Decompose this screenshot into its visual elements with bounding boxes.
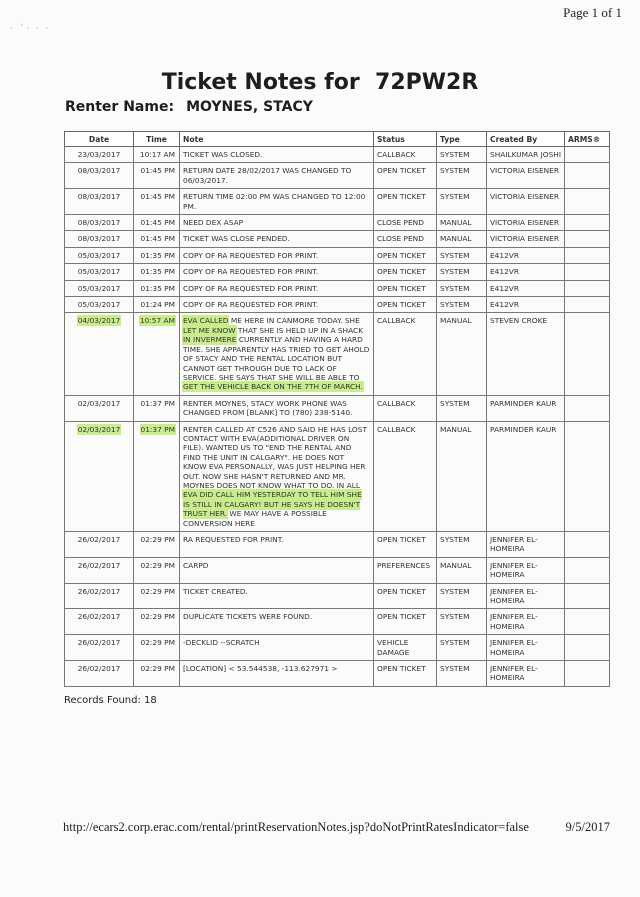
table-row xyxy=(65,280,610,296)
cell-created-by-text: VICTORIA EISENER xyxy=(490,166,559,176)
cell-note-text: COPY OF RA REQUESTED FOR PRINT. xyxy=(183,300,319,310)
cell-date xyxy=(65,297,134,313)
table-row xyxy=(65,231,610,247)
cell-date-text: 08/03/2017 xyxy=(77,166,121,176)
cell-date-text: 26/02/2017 xyxy=(77,664,121,674)
cell-status xyxy=(374,297,437,313)
cell-arms xyxy=(565,297,610,313)
cell-time-text: 10:57 AM xyxy=(139,316,175,326)
cell-note-text: COPY OF RA REQUESTED FOR PRINT. xyxy=(183,283,319,293)
cell-type xyxy=(437,609,487,635)
cell-time-text: 01:35 PM xyxy=(140,283,175,293)
cell-note-text: RETURN DATE 28/02/2017 WAS CHANGED TO 06/03/2017. xyxy=(183,166,352,185)
cell-status-text: OPEN TICKET xyxy=(377,283,426,293)
cell-note-text: -DECKLID --SCRATCH xyxy=(183,638,260,648)
cell-status-text: OPEN TICKET xyxy=(377,664,426,674)
col-header-time: Time xyxy=(134,132,180,147)
cell-type xyxy=(437,163,487,189)
cell-time-text: 01:35 PM xyxy=(140,250,175,260)
cell-status-text: OPEN TICKET xyxy=(377,586,426,596)
cell-note-text: NEED DEX ASAP xyxy=(183,218,244,228)
cell-created-by-text: STEVEN CROKE xyxy=(490,316,548,326)
cell-status xyxy=(374,635,437,661)
cell-status-text: OPEN TICKET xyxy=(377,250,426,260)
highlight-mark: GET THE VEHICLE BACK ON THE 7TH OF MARCH. xyxy=(183,382,363,392)
cell-created-by xyxy=(487,264,565,280)
cell-status xyxy=(374,313,437,395)
cell-type-text: SYSTEM xyxy=(440,283,470,293)
cell-type xyxy=(437,557,487,583)
cell-date-text: 05/03/2017 xyxy=(77,267,121,277)
cell-type-text: SYSTEM xyxy=(440,612,470,622)
cell-type xyxy=(437,231,487,247)
page-number: Page 1 of 1 xyxy=(563,5,622,20)
cell-time-text: 01:45 PM xyxy=(140,192,175,202)
cell-created-by xyxy=(487,147,565,163)
cell-time-text: 01:35 PM xyxy=(140,267,175,277)
table-row xyxy=(65,421,610,531)
cell-status xyxy=(374,189,437,215)
ticket-id: 72PW2R xyxy=(375,70,479,95)
cell-status xyxy=(374,147,437,163)
cell-type-text: MANUAL xyxy=(440,560,472,570)
cell-date xyxy=(65,313,134,395)
cell-type-text: SYSTEM xyxy=(440,166,470,176)
cell-arms xyxy=(565,421,610,531)
cell-date xyxy=(65,189,134,215)
table-row xyxy=(65,147,610,163)
cell-type-text: MANUAL xyxy=(440,424,472,434)
cell-note xyxy=(180,661,374,687)
cell-created-by xyxy=(487,532,565,558)
page-title xyxy=(0,70,640,95)
cell-status-text: OPEN TICKET xyxy=(377,166,426,176)
cell-time xyxy=(134,557,180,583)
cell-note-text: TICKET CREATED. xyxy=(183,586,248,596)
cell-time xyxy=(134,231,180,247)
cell-arms xyxy=(565,247,610,263)
cell-type xyxy=(437,395,487,421)
col-header-type: Type xyxy=(437,132,487,147)
highlight-mark: EVA DID CALL HIM YESTERDAY TO TELL HIM SHE IS STILL IN CALGARY! BUT HE SAYS HE DOESN'T TRUST HER. xyxy=(183,490,362,519)
cell-created-by-text: JENNIFER EL-HOMEIRA xyxy=(490,535,538,554)
cell-time-text: 01:45 PM xyxy=(140,166,175,176)
cell-created-by-text: PARMINDER KAUR xyxy=(490,398,557,408)
cell-time xyxy=(134,297,180,313)
cell-created-by xyxy=(487,280,565,296)
cell-time-text: 02:29 PM xyxy=(140,586,175,596)
cell-date-text: 02/03/2017 xyxy=(77,424,121,434)
table-row xyxy=(65,264,610,280)
cell-arms xyxy=(565,609,610,635)
table-row xyxy=(65,557,610,583)
cell-note xyxy=(180,247,374,263)
cell-status xyxy=(374,215,437,231)
cell-note-text: RENTER MOYNES, STACY WORK PHONE WAS CHANGED FROM [BLANK] TO (780) 238-5140. xyxy=(183,398,353,418)
cell-created-by xyxy=(487,297,565,313)
records-found: Records Found: 18 xyxy=(64,695,157,706)
cell-time xyxy=(134,147,180,163)
cell-note-text: TICKET WAS CLOSED. xyxy=(183,150,263,159)
cell-note xyxy=(180,189,374,215)
cell-time xyxy=(134,395,180,421)
cell-time xyxy=(134,609,180,635)
cell-status xyxy=(374,583,437,609)
table-row xyxy=(65,215,610,231)
cell-arms xyxy=(565,231,610,247)
cell-date xyxy=(65,557,134,583)
cell-date-text: 26/02/2017 xyxy=(77,638,121,648)
cell-status-text: CALLBACK xyxy=(377,424,416,434)
cell-time-text: 01:24 PM xyxy=(140,300,175,310)
cell-arms xyxy=(565,635,610,661)
cell-time xyxy=(134,661,180,687)
table-row xyxy=(65,583,610,609)
cell-created-by-text: E412VR xyxy=(490,300,519,310)
cell-type-text: SYSTEM xyxy=(440,398,470,408)
cell-time-text: 01:45 PM xyxy=(140,218,175,228)
cell-status-text: OPEN TICKET xyxy=(377,267,426,277)
cell-status xyxy=(374,661,437,687)
cell-status xyxy=(374,421,437,531)
cell-status-text: OPEN TICKET xyxy=(377,612,426,622)
cell-status xyxy=(374,395,437,421)
cell-type-text: SYSTEM xyxy=(440,267,470,277)
cell-created-by-text: VICTORIA EISENER xyxy=(490,192,559,202)
cell-date-text: 26/02/2017 xyxy=(77,560,121,570)
cell-type xyxy=(437,635,487,661)
footer-date: 9/5/2017 xyxy=(565,820,610,834)
cell-status xyxy=(374,264,437,280)
cell-note xyxy=(180,635,374,661)
cell-arms xyxy=(565,661,610,687)
cell-created-by-text: E412VR xyxy=(490,283,519,293)
highlight-mark: IN INVERMERE xyxy=(183,335,237,345)
cell-status-text: OPEN TICKET xyxy=(377,192,426,202)
cell-date xyxy=(65,147,134,163)
cell-created-by-text: JENNIFER EL-HOMEIRA xyxy=(490,638,538,657)
renter-name-value: MOYNES, STACY xyxy=(186,99,313,115)
col-header-note: Note xyxy=(180,132,374,147)
cell-created-by xyxy=(487,609,565,635)
cell-date xyxy=(65,583,134,609)
cell-date-text: 26/02/2017 xyxy=(77,586,121,596)
cell-created-by-text: JENNIFER EL-HOMEIRA xyxy=(490,586,538,606)
cell-note xyxy=(180,215,374,231)
cell-time xyxy=(134,215,180,231)
cell-status-text: CLOSE PEND xyxy=(377,234,424,244)
cell-arms xyxy=(565,163,610,189)
cell-date xyxy=(65,215,134,231)
cell-type xyxy=(437,313,487,395)
cell-status-text: VEHICLE DAMAGE xyxy=(377,638,410,657)
cell-status xyxy=(374,609,437,635)
cell-time xyxy=(134,635,180,661)
cell-type xyxy=(437,247,487,263)
cell-created-by xyxy=(487,583,565,609)
cell-type xyxy=(437,147,487,163)
cell-date-text: 08/03/2017 xyxy=(77,234,121,244)
cell-arms xyxy=(565,189,610,215)
cell-date-text: 08/03/2017 xyxy=(77,218,121,228)
cell-note-text: TICKET WAS CLOSE PENDED. xyxy=(183,234,290,244)
cell-created-by-text: JENNIFER EL-HOMEIRA xyxy=(490,664,538,683)
table-row xyxy=(65,661,610,687)
table-row xyxy=(65,395,610,421)
cell-note-text: DUPLICATE TICKETS WERE FOUND. xyxy=(183,612,313,622)
ticket-notes-table xyxy=(64,131,610,687)
cell-time-text: 01:37 PM xyxy=(140,398,175,408)
cell-date xyxy=(65,532,134,558)
cell-status xyxy=(374,247,437,263)
cell-created-by xyxy=(487,395,565,421)
table-row xyxy=(65,189,610,215)
cell-note xyxy=(180,264,374,280)
cell-created-by xyxy=(487,215,565,231)
cell-time-text: 02:29 PM xyxy=(140,612,175,622)
cell-date xyxy=(65,635,134,661)
cell-time-text: 02:29 PM xyxy=(140,535,175,544)
cell-note xyxy=(180,609,374,635)
cell-type xyxy=(437,661,487,687)
cell-type-text: MANUAL xyxy=(440,234,472,244)
cell-time-text: 01:37 PM xyxy=(140,424,175,434)
table-row xyxy=(65,609,610,635)
cell-created-by-text: E412VR xyxy=(490,267,519,277)
cell-time-text: 02:29 PM xyxy=(140,560,175,570)
col-header-date: Date xyxy=(65,132,134,147)
highlight-mark: EVA CALLED xyxy=(183,316,229,326)
cell-type-text: SYSTEM xyxy=(440,192,470,202)
cell-status xyxy=(374,163,437,189)
cell-note xyxy=(180,163,374,189)
cell-note xyxy=(180,280,374,296)
cell-date-text: 04/03/2017 xyxy=(77,316,121,326)
cell-type-text: SYSTEM xyxy=(440,586,470,596)
cell-status-text: CALLBACK xyxy=(377,150,416,159)
table-row xyxy=(65,297,610,313)
cell-time xyxy=(134,189,180,215)
cell-created-by-text: PARMINDER KAUR xyxy=(490,424,557,434)
cell-date xyxy=(65,421,134,531)
cell-date-text: 02/03/2017 xyxy=(77,398,121,408)
cell-note xyxy=(180,313,374,395)
cell-note xyxy=(180,395,374,421)
cell-status xyxy=(374,532,437,558)
cell-status xyxy=(374,280,437,296)
cell-created-by xyxy=(487,313,565,395)
cell-created-by xyxy=(487,247,565,263)
cell-created-by xyxy=(487,189,565,215)
cell-date xyxy=(65,280,134,296)
cell-type-text: MANUAL xyxy=(440,316,472,326)
cell-time xyxy=(134,280,180,296)
cell-type-text: SYSTEM xyxy=(440,535,470,544)
cell-created-by xyxy=(487,231,565,247)
cell-created-by xyxy=(487,661,565,687)
cell-note xyxy=(180,557,374,583)
cell-note xyxy=(180,532,374,558)
cell-status-text: CLOSE PEND xyxy=(377,218,424,228)
cell-type-text: SYSTEM xyxy=(440,250,470,260)
table-row xyxy=(65,532,610,558)
cell-created-by-text: E412VR xyxy=(490,250,519,260)
cell-type-text: SYSTEM xyxy=(440,638,470,648)
cell-date xyxy=(65,264,134,280)
renter-name-label: Renter Name: xyxy=(65,99,175,115)
table-row xyxy=(65,247,610,263)
cell-arms xyxy=(565,395,610,421)
cell-time xyxy=(134,583,180,609)
cell-date-text: 26/02/2017 xyxy=(77,535,121,544)
cell-note xyxy=(180,147,374,163)
cell-note-text: [LOCATION] < 53.544538, -113.627971 > xyxy=(183,664,338,674)
cell-date xyxy=(65,247,134,263)
highlight-mark: LET ME KNOW xyxy=(183,325,236,335)
cell-note-text: COPY OF RA REQUESTED FOR PRINT. xyxy=(183,267,319,277)
cell-type-text: MANUAL xyxy=(440,218,472,228)
cell-date xyxy=(65,163,134,189)
cell-arms xyxy=(565,147,610,163)
cell-type-text: SYSTEM xyxy=(440,150,470,159)
cell-status xyxy=(374,231,437,247)
cell-time-text: 02:29 PM xyxy=(140,664,175,674)
cell-created-by-text: VICTORIA EISENER xyxy=(490,234,559,244)
col-header-arms: ARMS® xyxy=(565,132,610,147)
cell-arms xyxy=(565,215,610,231)
cell-status-text: OPEN TICKET xyxy=(377,300,426,310)
cell-time xyxy=(134,247,180,263)
cell-type xyxy=(437,215,487,231)
cell-created-by xyxy=(487,635,565,661)
cell-type-text: SYSTEM xyxy=(440,300,470,310)
cell-time xyxy=(134,421,180,531)
cell-note xyxy=(180,583,374,609)
cell-status-text: OPEN TICKET xyxy=(377,535,426,544)
cell-time-text: 01:45 PM xyxy=(140,234,175,244)
cell-arms xyxy=(565,532,610,558)
cell-type xyxy=(437,583,487,609)
cell-created-by-text: VICTORIA EISENER xyxy=(490,218,559,228)
cell-note-text: COPY OF RA REQUESTED FOR PRINT. xyxy=(183,250,319,260)
cell-type xyxy=(437,297,487,313)
cell-arms xyxy=(565,557,610,583)
cell-type xyxy=(437,421,487,531)
table-row xyxy=(65,635,610,661)
cell-created-by xyxy=(487,163,565,189)
cell-created-by-text: SHAILKUMAR JOSHI xyxy=(490,150,562,159)
col-header-status: Status xyxy=(374,132,437,147)
cell-note-text: RA REQUESTED FOR PRINT. xyxy=(183,535,284,544)
cell-date-text: 05/03/2017 xyxy=(77,250,121,260)
cell-arms xyxy=(565,264,610,280)
table-row xyxy=(65,313,610,395)
cell-created-by-text: JENNIFER EL-HOMEIRA xyxy=(490,612,538,631)
cell-type-text: SYSTEM xyxy=(440,664,470,674)
cell-note-text: CARPD xyxy=(183,560,209,570)
cell-date-text: 05/03/2017 xyxy=(77,300,121,310)
cell-time-text: 10:17 AM xyxy=(139,150,175,159)
cell-date xyxy=(65,661,134,687)
cell-created-by xyxy=(487,557,565,583)
cell-status-text: CALLBACK xyxy=(377,316,416,326)
cell-status-text: PREFERENCES xyxy=(377,560,431,570)
cell-time xyxy=(134,532,180,558)
table-row xyxy=(65,163,610,189)
cell-status xyxy=(374,557,437,583)
cell-date xyxy=(65,395,134,421)
cell-type xyxy=(437,280,487,296)
cell-date xyxy=(65,609,134,635)
cell-date xyxy=(65,231,134,247)
cell-note xyxy=(180,297,374,313)
cell-time xyxy=(134,163,180,189)
cell-time xyxy=(134,264,180,280)
cell-type xyxy=(437,264,487,280)
cell-status-text: CALLBACK xyxy=(377,398,416,408)
footer-url: http://ecars2.corp.erac.com/rental/printReservationNotes.jsp?doNotPrintRatesIndicator=false xyxy=(63,820,529,834)
cell-created-by-text: JENNIFER EL-HOMEIRA xyxy=(490,560,538,580)
cell-note xyxy=(180,421,374,531)
cell-type xyxy=(437,189,487,215)
cell-type xyxy=(437,532,487,558)
cell-time-text: 02:29 PM xyxy=(140,638,175,648)
renter-name-row xyxy=(65,99,313,115)
cell-note-text: EVA CALLED ME HERE IN CANMORE TODAY. SHE LET ME KNOW THAT SHE IS HELD UP IN A SHACK IN INVERMERE CURRENTLY AND HAVING A HARD TIME. SHE APPARENTLY HAS TRIED TO GET AHOLD OF STACY AND THE RENTAL LOCATION BUT CANNOT GET THROUGH DUE TO LACK OF SERVICE. SHE SAYS THAT SHE WILL BE ABLE TO GET THE VEHICLE BACK ON THE 7TH OF MARCH. xyxy=(183,316,370,392)
cell-note-text: RETURN TIME 02:00 PM WAS CHANGED TO 12:00 PM. xyxy=(183,192,366,211)
cell-date-text: 05/03/2017 xyxy=(77,283,121,293)
cell-arms xyxy=(565,583,610,609)
title-prefix: Ticket Notes for xyxy=(161,70,360,95)
cell-arms xyxy=(565,313,610,395)
cell-note-text: RENTER CALLED AT C526 AND SAID HE HAS LOST CONTACT WITH EVA(ADDITIONAL DRIVER ON FILE). WANTED US TO "END THE RENTAL AND FIND THE UNIT IN CALGARY". HE DOES NOT KNOW EVA PERSONALLY, WAS JUST HELPING HER OUT. NOW SHE HASN'T RETURNED AND MR. MOYNES DOES NOT KNOW WHAT TO DO. IN ALL EVA DID CALL HIM YESTERDAY TO TELL HIM SHE IS STILL IN CALGARY! BUT HE SAYS HE DOESN'T TRUST HER. WE MAY HAVE A POSSIBLE CONVERSION HERE xyxy=(183,424,367,528)
cell-note xyxy=(180,231,374,247)
cell-date-text: 08/03/2017 xyxy=(77,192,121,202)
cell-date-text: 26/02/2017 xyxy=(77,612,121,622)
table-header-row xyxy=(65,132,610,147)
cell-arms xyxy=(565,280,610,296)
col-header-created-by: Created By xyxy=(487,132,565,147)
cell-time xyxy=(134,313,180,395)
cell-date-text: 23/03/2017 xyxy=(77,150,121,159)
scan-marks: · `· · · xyxy=(10,24,51,34)
cell-created-by xyxy=(487,421,565,531)
